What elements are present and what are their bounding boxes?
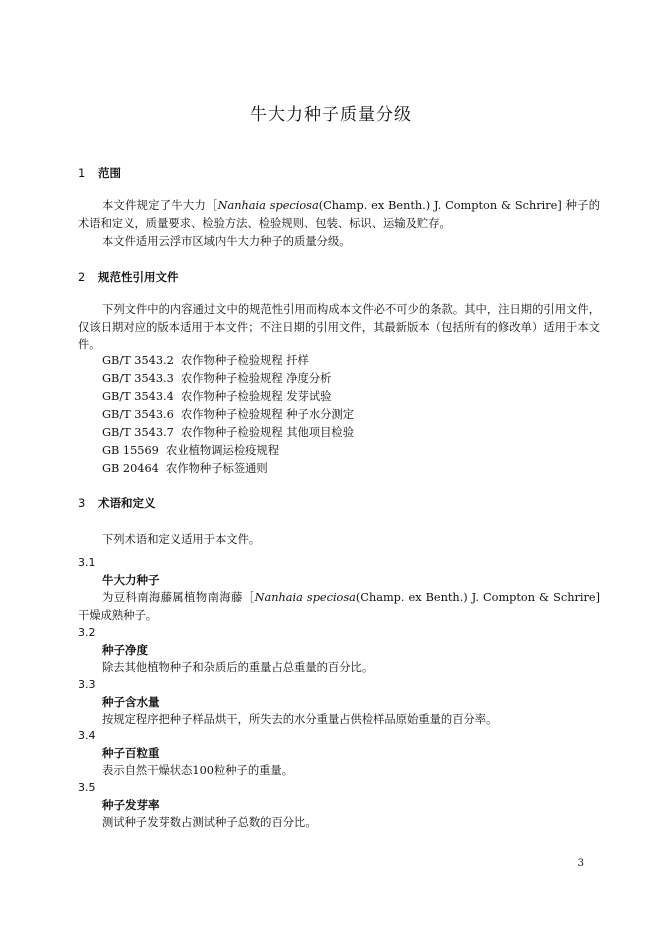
term-name: 种子发芽率: [102, 798, 160, 812]
reference-item: GB/T 3543.2 农作物种子检验规程 扦样: [102, 354, 309, 367]
latin-name: Nanhaia speciosa: [217, 199, 319, 212]
section-title: 范围: [98, 166, 121, 180]
page-number: 3: [577, 858, 584, 869]
scope-paragraph-1: [78, 197, 600, 232]
section-3-heading: [78, 495, 156, 511]
term-definition: 按规定程序把种子样品烘干，所失去的水分重量占供检样品原始重量的百分率。: [102, 713, 498, 726]
term-definition: 除去其他植物种子和杂质后的重量占总重量的百分比。: [102, 661, 374, 674]
term-definition: [78, 589, 600, 624]
text-segment: 本文件规定了牛大力［: [102, 199, 218, 212]
document-title: 牛大力种子质量分级: [250, 105, 412, 125]
section-number: 3: [78, 496, 86, 510]
section-2-heading: [78, 269, 179, 285]
term-number: 3.4: [78, 729, 96, 742]
term-definition: 测试种子发芽数占测试种子总数的百分比。: [102, 816, 317, 829]
reference-item: GB 20464 农作物种子标签通则: [102, 462, 268, 475]
reference-item: GB/T 3543.3 农作物种子检验规程 净度分析: [102, 372, 332, 385]
section-1-heading: [78, 165, 121, 181]
text-segment: (Champ. ex Benth.) J. Compton & Schrire] 干燥成熟种子。: [78, 591, 600, 622]
reference-item: GB/T 3543.7 农作物种子检验规程 其他项目检验: [102, 426, 355, 439]
term-name: 种子含水量: [102, 695, 160, 709]
reference-list: [102, 352, 354, 478]
section-title: 规范性引用文件: [98, 270, 179, 284]
reference-item: GB/T 3543.6 农作物种子检验规程 种子水分测定: [102, 408, 355, 421]
term-number: 3.5: [78, 781, 96, 794]
term-name: 种子净度: [102, 643, 148, 657]
term-definition: 表示自然干燥状态100粒种子的重量。: [102, 764, 294, 777]
references-intro: 下列文件中的内容通过文中的规范性引用而构成本文件必不可少的条款。其中，注日期的引用文件，仅该日期对应的版本适用于本文件；不注日期的引用文件，其最新版本（包括所有的修改单）适用于本文件。: [78, 303, 600, 351]
scope-paragraph-2: 本文件适用云浮市区域内牛大力种子的质量分级。: [102, 235, 351, 248]
term-name: 牛大力种子: [102, 573, 160, 587]
section-number: 1: [78, 166, 86, 180]
term-name: 种子百粒重: [102, 746, 160, 760]
section-number: 2: [78, 270, 86, 284]
latin-name: Nanhaia speciosa: [254, 591, 356, 604]
term-number: 3.2: [78, 626, 96, 639]
terms-intro: 下列术语和定义适用于本文件。: [102, 533, 261, 546]
text-segment: 为豆科南海藤属植物南海藤［: [102, 591, 255, 604]
reference-item: GB/T 3543.4 农作物种子检验规程 发芽试验: [102, 390, 332, 403]
term-number: 3.1: [78, 556, 96, 569]
reference-item: GB 15569 农业植物调运检疫规程: [102, 444, 280, 457]
term-number: 3.3: [78, 678, 96, 691]
section-title: 术语和定义: [98, 496, 156, 510]
text-segment: (Champ. ex Benth.) J. Compton & Schrire] 种子的术语和定义，质量要求、检验方法、检验规则、包装、标识、运输及贮存。: [78, 199, 600, 230]
